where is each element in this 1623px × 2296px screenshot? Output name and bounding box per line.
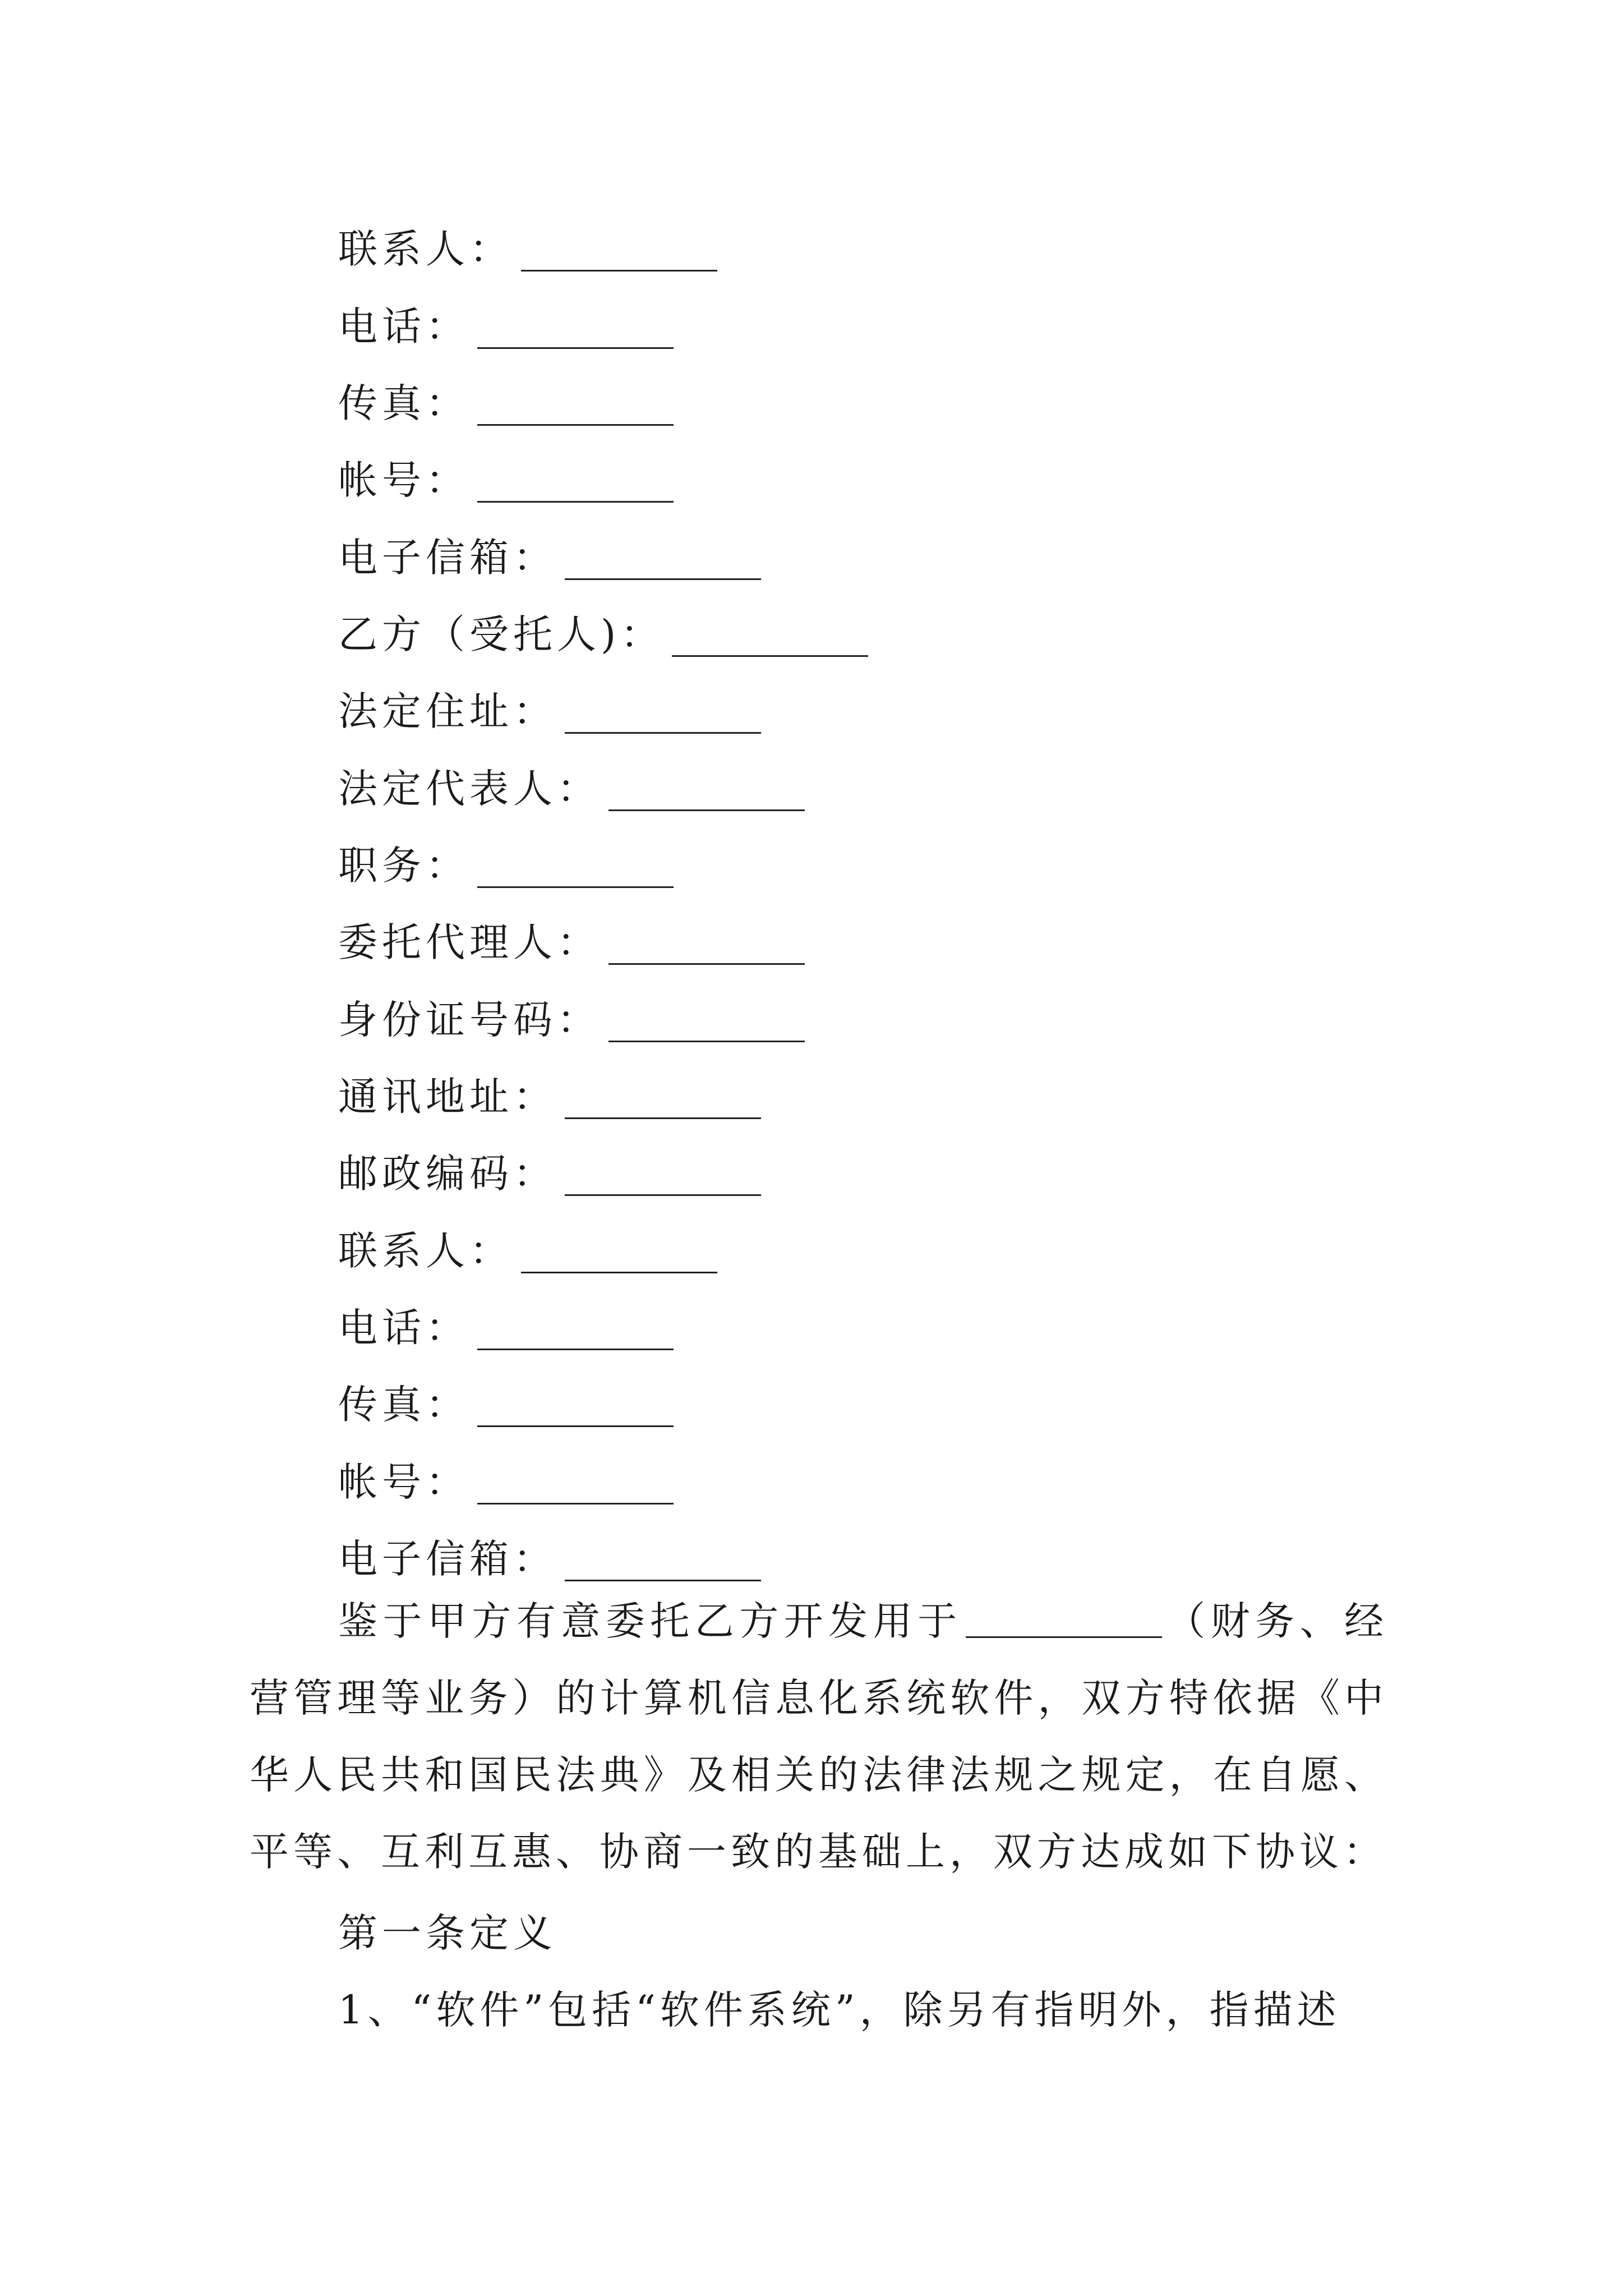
field-label: 委托代理人： <box>338 919 601 965</box>
field-party-b <box>338 597 868 665</box>
field-label: 法定代表人： <box>338 765 601 812</box>
fill-blank[interactable] <box>608 1007 805 1042</box>
field-contact-a <box>338 212 717 279</box>
fill-blank[interactable] <box>966 1603 1162 1638</box>
field-label: 邮政编码： <box>338 1150 557 1197</box>
field-label: 帐号： <box>338 1458 469 1505</box>
field-label: 乙方（受托人)： <box>338 611 665 657</box>
field-label: 帐号： <box>338 457 469 503</box>
fill-blank[interactable] <box>672 622 868 657</box>
field-legal-representative <box>338 752 805 819</box>
fill-blank[interactable] <box>477 1315 674 1350</box>
field-account-b <box>338 1445 674 1512</box>
article-title: 第一条定义 <box>338 1910 557 1956</box>
fill-blank[interactable] <box>608 930 805 965</box>
field-label: 电子信箱： <box>338 1535 557 1582</box>
preamble-paragraph <box>250 1583 1388 1890</box>
fill-blank[interactable] <box>565 1546 761 1581</box>
fill-blank[interactable] <box>477 314 674 349</box>
field-label: 法定住址： <box>338 688 557 734</box>
field-email-b <box>338 1522 761 1589</box>
fill-blank[interactable] <box>521 1238 717 1273</box>
field-label: 联系人： <box>338 226 513 272</box>
field-label: 联系人： <box>338 1227 513 1274</box>
field-mailing-address <box>338 1060 761 1127</box>
fill-blank[interactable] <box>477 853 674 888</box>
field-label: 传真： <box>338 380 469 426</box>
fill-blank[interactable] <box>477 467 674 503</box>
field-contact-b <box>338 1214 717 1281</box>
fill-blank[interactable] <box>608 776 805 811</box>
field-label: 身份证号码： <box>338 996 601 1043</box>
field-position <box>338 829 674 896</box>
field-fax-a <box>338 366 674 434</box>
clause-1: 1、“软件”包括“软件系统”，除另有指明外，指描述 <box>338 1986 1341 2033</box>
field-email-a <box>338 521 761 588</box>
preamble-text-after: （财务、经营管理等业务）的计算机信息化系统软件，双方特依据《中华人民共和国民法典》及相关的法律法规之规定，在自愿、平等、互利互惠、协商一致的基础上，双方达成如下协议： <box>250 1598 1389 1875</box>
fill-blank[interactable] <box>521 236 717 272</box>
field-id-number <box>338 983 805 1050</box>
field-postal-code <box>338 1137 761 1204</box>
field-label: 职务： <box>338 842 469 889</box>
field-label: 电话： <box>338 1304 469 1351</box>
field-label: 电话： <box>338 303 469 349</box>
fill-blank[interactable] <box>477 1469 674 1504</box>
field-fax-b <box>338 1368 674 1435</box>
field-phone-b <box>338 1291 674 1358</box>
fill-blank[interactable] <box>565 1084 761 1119</box>
fill-blank[interactable] <box>565 698 761 734</box>
field-agent <box>338 905 805 973</box>
field-label: 电子信箱： <box>338 534 557 581</box>
field-legal-address <box>338 674 761 742</box>
field-phone-a <box>338 289 674 357</box>
preamble-text-before: 鉴于甲方有意委托乙方开发用于 <box>338 1598 962 1644</box>
field-label: 传真： <box>338 1381 469 1428</box>
fill-blank[interactable] <box>477 390 674 426</box>
field-label: 通讯地址： <box>338 1073 557 1120</box>
fill-blank[interactable] <box>565 545 761 580</box>
fill-blank[interactable] <box>565 1161 761 1196</box>
fill-blank[interactable] <box>477 1392 674 1427</box>
field-account-a <box>338 443 674 510</box>
